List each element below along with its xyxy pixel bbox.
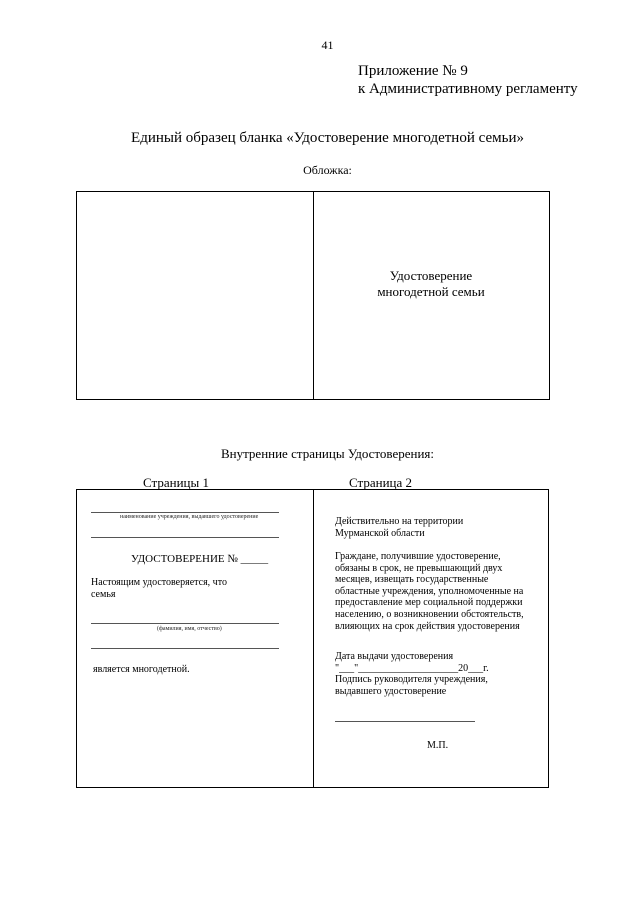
cover-label: Обложка: <box>303 163 352 177</box>
stamp-place: М.П. <box>427 740 449 751</box>
page1-label: Страницы 1 <box>143 475 209 490</box>
page-number: 41 <box>321 38 334 52</box>
org-caption: наименование учреждения, выдавшего удостоверение <box>120 514 259 520</box>
certifies-line2: семья <box>91 589 116 600</box>
inner-pages-label: Внутренние страницы Удостоверения: <box>220 446 435 461</box>
certificate-title: УДОСТОВЕРЕНИЕ № _____ <box>131 553 269 565</box>
inner-pages-frame <box>76 489 549 788</box>
certifies-text <box>91 577 227 601</box>
cover-title-line1: Удостоверение <box>389 268 473 283</box>
certifies-line1: Настоящим удостоверяется, что <box>91 577 227 588</box>
org-name-line-2 <box>91 537 279 538</box>
inner-divider <box>313 490 314 787</box>
family-name-line <box>91 623 279 624</box>
form-title: Единый образец бланка «Удостоверение многодетной семьи» <box>131 130 524 146</box>
is-large-family-text: является многодетной. <box>93 664 190 675</box>
issue-date-block: Дата выдачи удостоверения "___"____________________20___г. Подпись руководителя учреждения, выдавшего удостоверение <box>335 651 489 697</box>
name-caption: (фамилия, имя, отчество) <box>157 626 222 632</box>
signature-line <box>335 721 475 722</box>
appendix-header <box>358 62 578 98</box>
citizens-obligation-text: Граждане, получившие удостоверение, обязаны в срок, не превышающий двух месяцев, извещать государственные областные учреждения, уполномоченные на предоставление мер социальной поддержки населению, о возникновении обстоятельств, влияющих на срок действия удостоверения <box>335 551 524 632</box>
page2-label: Страница 2 <box>349 475 413 490</box>
family-name-line-2 <box>91 648 279 649</box>
org-name-line <box>91 512 279 513</box>
appendix-number: Приложение № 9 <box>358 63 468 79</box>
cover-title <box>313 268 549 300</box>
appendix-reference: к Административному регламенту <box>358 81 578 97</box>
validity-text: Действительно на территории Мурманской области <box>335 516 464 539</box>
cover-title-line2: многодетной семьи <box>377 284 485 299</box>
